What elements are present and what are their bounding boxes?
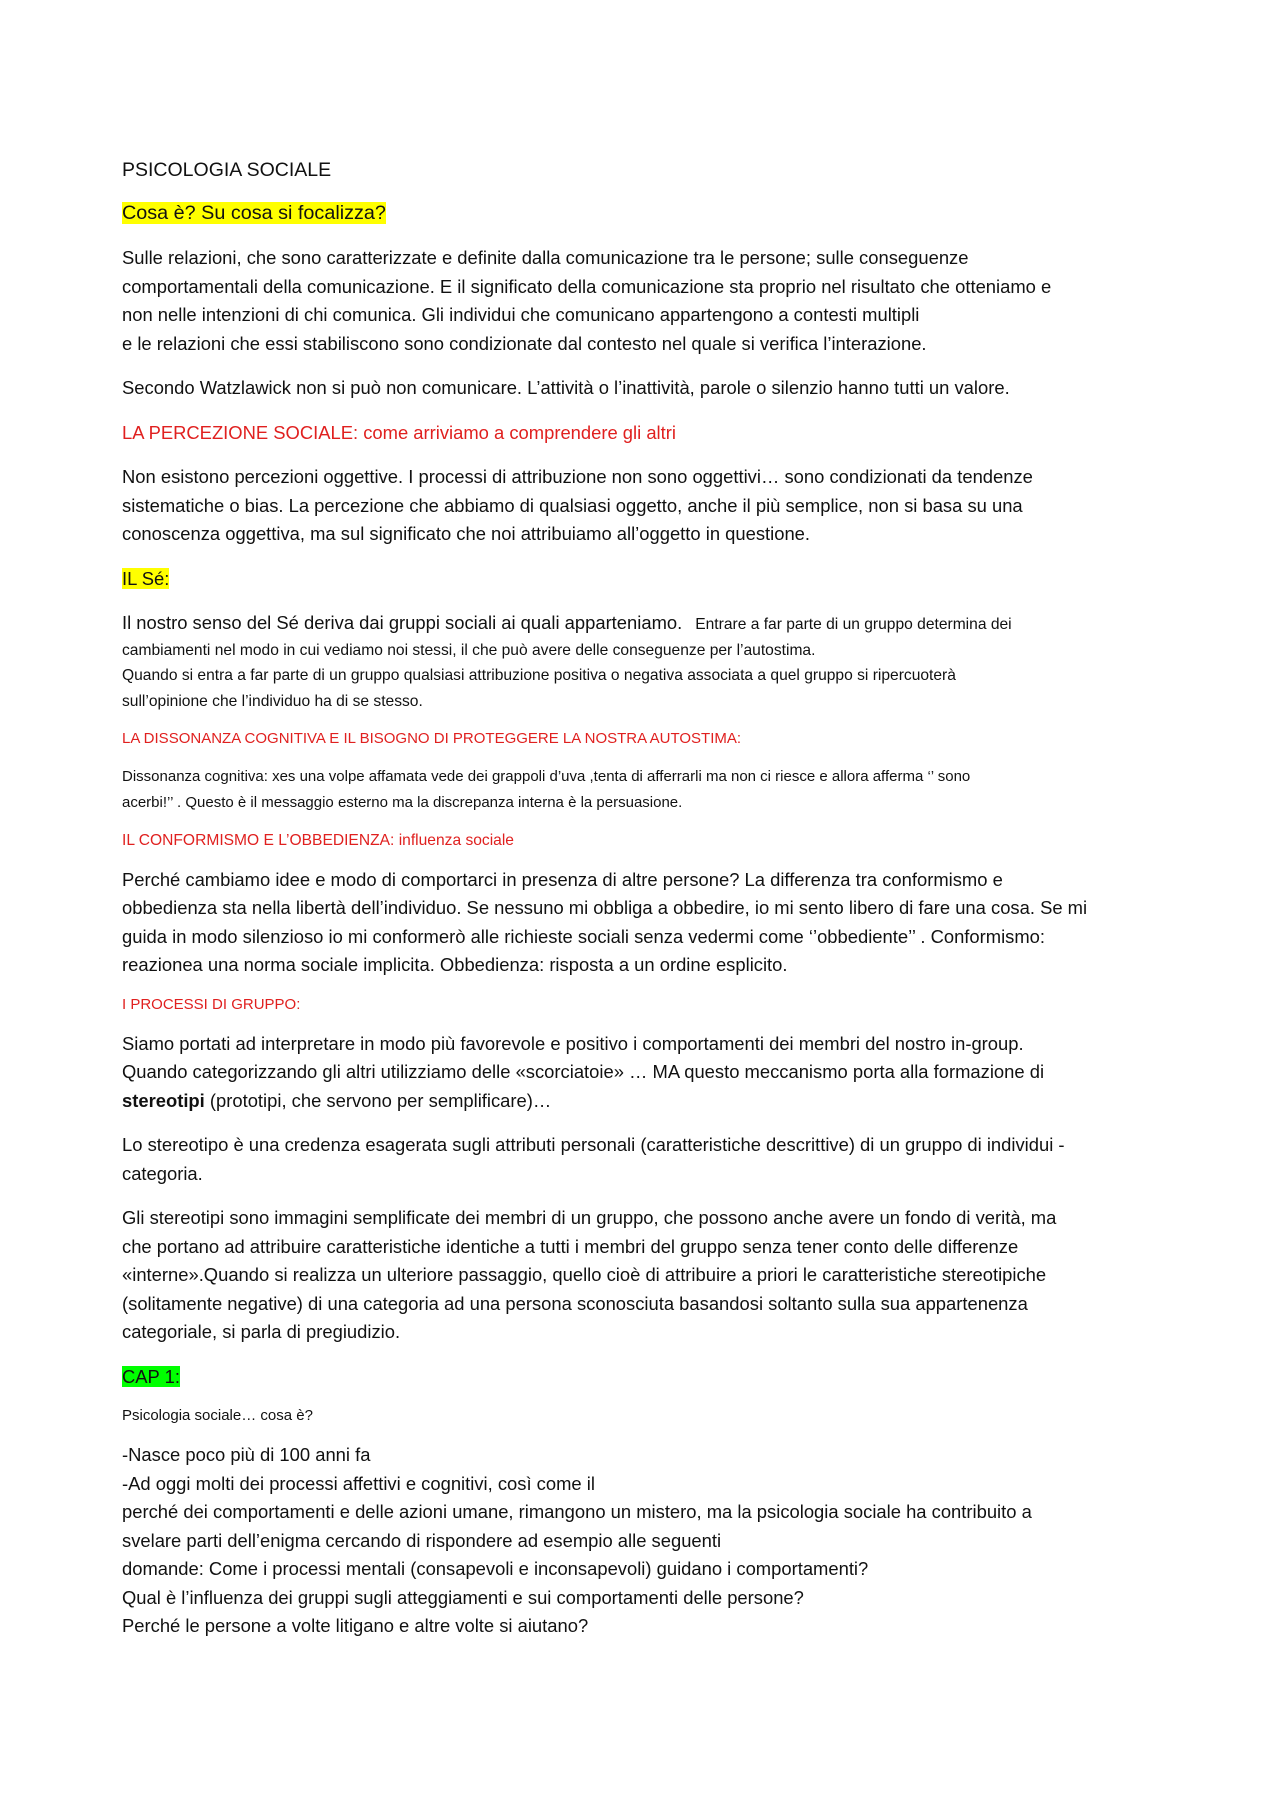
text-line: sistematiche o bias. La percezione che abbiamo di qualsiasi oggetto, anche il più semplice, non si basa su una bbox=[122, 494, 1023, 516]
text-line: e le relazioni che essi stabiliscono sono condizionate dal contesto nel quale si verifica l’interazione. bbox=[122, 332, 927, 354]
paragraph-se bbox=[122, 609, 1172, 714]
text-line: stereotipi (prototipi, che servono per semplificare)… bbox=[122, 1089, 552, 1111]
document-body bbox=[122, 156, 1172, 1641]
text-line: obbedienza sta nella libertà dell’individuo. Se nessuno mi obbliga a obbedire, io mi sento libero di fare una cosa. Se mi bbox=[122, 897, 1088, 918]
paragraph-in-group bbox=[122, 1030, 1172, 1116]
text-line: guida in modo silenzioso io mi conformerò alle richieste sociali senza vedermi come ‘’obbediente’’ . Conformismo: bbox=[122, 925, 1046, 947]
text-line: Quando si entra a far parte di un gruppo qualsiasi attribuzione positiva o negativa associata a quel gruppo si ripercuoterà bbox=[122, 667, 956, 684]
heading-cap-1: CAP 1: bbox=[122, 1365, 180, 1387]
text-line: acerbi!’’ . Questo è il messaggio esterno ma la discrepanza interna è la persuasione. bbox=[122, 794, 683, 811]
text-line: Perché cambiamo idee e modo di comportarci in presenza di altre persone? La differenza tra conformismo e bbox=[122, 868, 1003, 890]
text-line: Secondo Watzlawick non si può non comunicare. L’attività o l’inattività, parole o silenzio hanno tutti un valore. bbox=[122, 377, 1010, 398]
paragraph-stereotipo-definizione bbox=[122, 1131, 1172, 1188]
paragraph-relazioni bbox=[122, 244, 1172, 358]
text-line: Qual è l’influenza dei gruppi sugli atteggiamenti e sui comportamenti delle persone? bbox=[122, 1586, 804, 1608]
text-line: reazionea una norma sociale implicita. Obbedienza: risposta a un ordine esplicito. bbox=[122, 954, 788, 975]
text-line: Lo stereotipo è una credenza esagerata sugli attributi personali (caratteristiche descrittive) di un gruppo di individui - bbox=[122, 1134, 1065, 1155]
text-line: categoriale, si parla di pregiudizio. bbox=[122, 1321, 401, 1342]
text-line: categoria. bbox=[122, 1162, 203, 1184]
heading-cosa-e bbox=[122, 198, 1172, 228]
text-line: Dissonanza cognitiva: xes una volpe affamata vede dei grappoli d’uva ,tenta di afferrarli ma non ci riesce e allora afferma ‘’ sono bbox=[122, 768, 971, 785]
text-line: conoscenza oggettiva, ma sul significato che noi attribuiamo all’oggetto in questione. bbox=[122, 523, 811, 544]
paragraph-psicologia-cosa-e: Psicologia sociale… cosa è? bbox=[122, 1407, 313, 1424]
heading-percezione-sociale: LA PERCEZIONE SOCIALE: come arriviamo a comprendere gli altri bbox=[122, 421, 676, 443]
paragraph-conformismo bbox=[122, 866, 1172, 980]
heading-il-se: IL Sé: bbox=[122, 567, 170, 589]
bold-term-stereotipi: stereotipi bbox=[122, 1089, 205, 1111]
text-line: -Nasce poco più di 100 anni fa bbox=[122, 1444, 371, 1465]
text-line: Quando categorizzando gli altri utilizziamo delle «scorciatoie» … MA questo meccanismo porta alla formazione di bbox=[122, 1061, 1045, 1082]
heading-conformismo: IL CONFORMISMO E L’OBBEDIENZA: influenza sociale bbox=[122, 832, 514, 849]
text-line: comportamentali della comunicazione. E il significato della comunicazione sta proprio nel risultato che otteniamo e bbox=[122, 275, 1052, 297]
paragraph-stereotipi bbox=[122, 1204, 1172, 1347]
paragraph-watzlawick bbox=[122, 374, 1172, 403]
page-title: PSICOLOGIA SOCIALE bbox=[122, 159, 332, 181]
paragraph-dissonanza bbox=[122, 764, 1172, 816]
text-line: che portano ad attribuire caratteristiche identiche a tutti i membri del gruppo senza tener conto delle differenze bbox=[122, 1235, 1019, 1257]
text-line: «interne».Quando si realizza un ulteriore passaggio, quello cioè di attribuire a priori le caratteristiche stereotipiche bbox=[122, 1264, 1047, 1285]
text-line: cambiamenti nel modo in cui vediamo noi stessi, il che può avere delle conseguenze per l’autostima. bbox=[122, 641, 816, 659]
text-line: Siamo portati ad interpretare in modo più favorevole e positivo i comportamenti dei membri del nostro in-group. bbox=[122, 1032, 1024, 1054]
text-line: domande: Come i processi mentali (consapevoli e inconsapevoli) guidano i comportamenti? bbox=[122, 1558, 869, 1579]
text-line: perché dei comportamenti e delle azioni umane, rimangono un mistero, ma la psicologia sociale ha contribuito a bbox=[122, 1501, 1032, 1522]
text-line: non nelle intenzioni di chi comunica. Gli individui che comunicano appartengono a contesti multipli bbox=[122, 304, 920, 325]
paragraph-percezioni bbox=[122, 463, 1172, 549]
text-line: sull’opinione che l’individuo ha di se stesso. bbox=[122, 692, 423, 710]
text-line: svelare parti dell’enigma cercando di rispondere ad esempio alle seguenti bbox=[122, 1529, 722, 1551]
text-line: Gli stereotipi sono immagini semplificate dei membri di un gruppo, che possono anche avere un fondo di verità, ma bbox=[122, 1207, 1057, 1228]
text-line: (solitamente negative) di una categoria ad una persona sconosciuta basandosi soltanto sulla sua appartenenza bbox=[122, 1292, 1028, 1314]
heading-processi-gruppo: I PROCESSI DI GRUPPO: bbox=[122, 995, 301, 1013]
text-line: Il nostro senso del Sé deriva dai gruppi sociali ai quali apparteniamo. Entrare a far parte di un gruppo determina dei bbox=[122, 612, 1012, 633]
paragraph-nasce bbox=[122, 1441, 1172, 1641]
heading-dissonanza: LA DISSONANZA COGNITIVA E IL BISOGNO DI PROTEGGERE LA NOSTRA AUTOSTIMA: bbox=[122, 730, 742, 747]
highlighted-heading-text: Cosa è? Su cosa si focalizza? bbox=[122, 202, 386, 224]
text-line: Perché le persone a volte litigano e altre volte si aiutano? bbox=[122, 1615, 589, 1636]
text-line: Non esistono percezioni oggettive. I processi di attribuzione non sono oggettivi… sono condizionati da tendenze bbox=[122, 466, 1033, 487]
text-line: Sulle relazioni, che sono caratterizzate e definite dalla comunicazione tra le persone; sulle conseguenze bbox=[122, 247, 969, 268]
text-line: -Ad oggi molti dei processi affettivi e cognitivi, così come il bbox=[122, 1472, 595, 1494]
